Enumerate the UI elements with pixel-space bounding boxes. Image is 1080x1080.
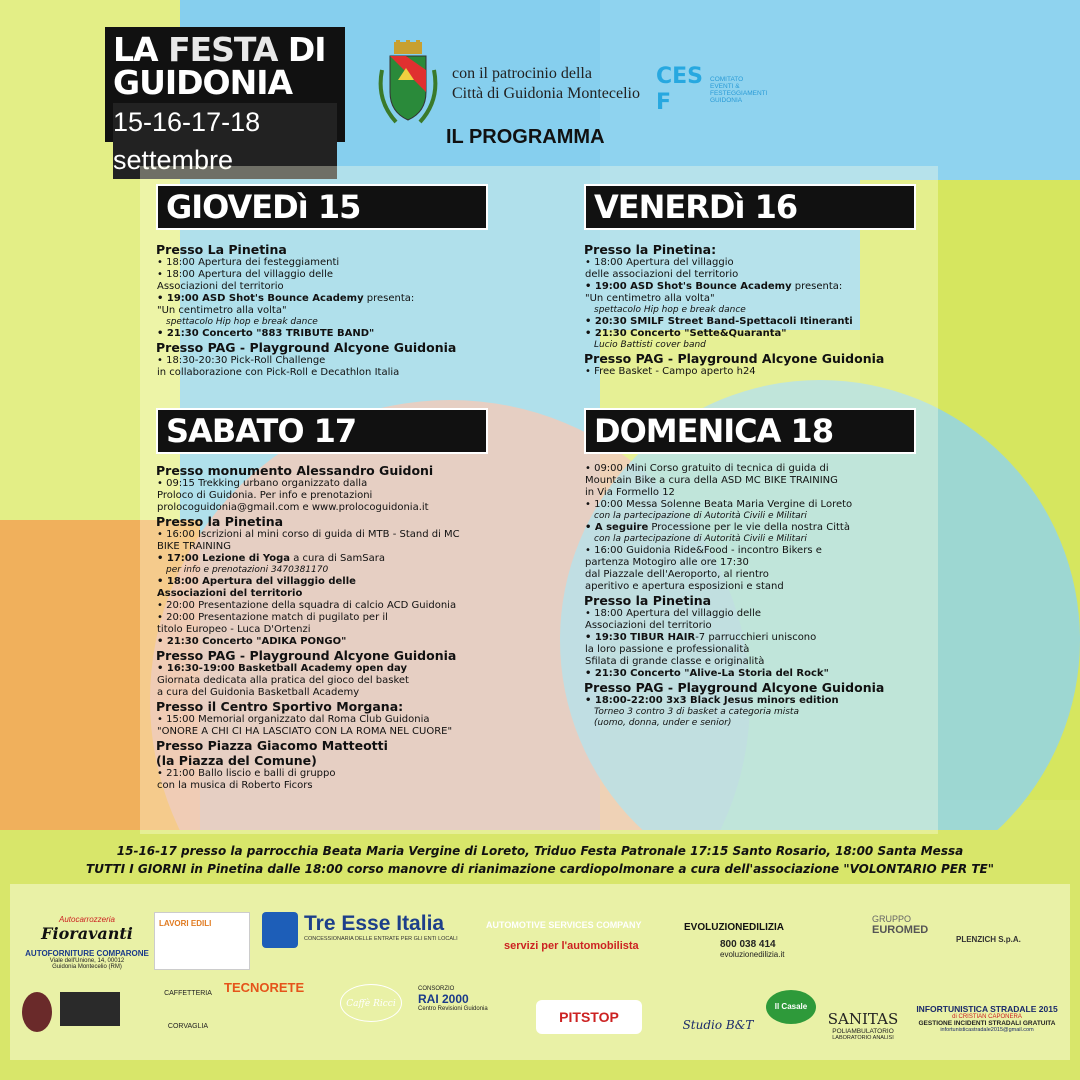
event-note: con la partecipazione di Autorità Civili e Militari: [594, 534, 807, 544]
event-item: • 18:00 Apertura del villaggio: [585, 257, 734, 268]
sponsor-text: Centro Revisioni Guidonia: [418, 1006, 488, 1012]
event-item-cont: la loro passione e professionalità: [585, 644, 750, 655]
event-item-rest: presenta:: [791, 281, 843, 292]
event-item-rest: Processione per le vie della nostra Città: [648, 522, 850, 533]
sponsor-text: infortunisticastradale2015@gmail.com: [940, 1027, 1034, 1033]
section-title: Presso monumento Alessandro Guidoni: [156, 463, 434, 478]
section-title: Presso La Pinetina: [156, 242, 287, 257]
tre-esse-hand-icon: [262, 912, 298, 948]
logo-line-1: [113, 30, 337, 69]
sponsor-text: Guidonia Montecelio (RM): [52, 964, 122, 970]
festival-logo: [105, 27, 345, 175]
sponsor-edili: [154, 912, 250, 970]
event-item: [584, 281, 924, 293]
cesf-line-4: GUIDONIA: [710, 97, 743, 104]
cesf-line-1: COMITATO: [710, 76, 744, 83]
sponsor-text: CAFFETTERIA: [164, 990, 212, 997]
event-item-cont: titolo Europeo - Luca D'Ortenzi: [157, 624, 311, 635]
sponsor-text: RAI 2000: [418, 992, 469, 1006]
sponsor-text: 800 038 414: [720, 939, 776, 950]
sponsor-text: POLIAMBULATORIO: [832, 1028, 894, 1035]
logo-dates: 15-16-17-18 settembre: [113, 103, 337, 179]
event-item-rest: presenta:: [363, 293, 415, 304]
sponsor-infortunistica: [910, 1004, 1064, 1033]
event-item-cont: delle associazioni del territorio: [585, 269, 739, 280]
sponsor-studio-bt: [668, 990, 768, 1032]
event-item-cont: Mountain Bike a cura della ASD MC BIKE TRAINING: [585, 475, 838, 486]
event-item: • 10:00 Messa Solenne Beata Maria Vergine di Loreto: [585, 499, 853, 510]
sponsor-pitstop: [536, 1000, 642, 1034]
event-item: • 20:00 Presentazione match di pugilato per il: [157, 612, 388, 623]
sponsor-fioravanti: [22, 915, 152, 970]
sponsor-text: GRUPPO: [872, 914, 912, 924]
sponsor-tre-esse: [262, 912, 472, 942]
event-note: Lucio Battisti cover band: [594, 340, 706, 350]
sponsor-text: Tre Esse Italia: [304, 912, 445, 935]
event-item-rest: -7 parrucchieri uniscono: [695, 632, 817, 643]
section-title: Presso PAG - Playground Alcyone Guidonia: [156, 648, 457, 663]
event-note: Torneo 3 contro 3 di basket a categoria mista: [594, 707, 799, 717]
sponsor-text: LAVORI EDILI: [159, 919, 212, 928]
event-item: • 20:30 SMILF Street Band-Spettacoli Itineranti: [585, 316, 853, 327]
event-item: • 18:00 Apertura del villaggio delle: [157, 576, 356, 587]
event-note: per info e prenotazioni 3470381170: [166, 565, 329, 575]
saturday-schedule: [156, 463, 501, 792]
day-header-thursday: GIOVEDì 15: [156, 184, 488, 230]
event-item: • 21:00 Ballo liscio e balli di gruppo: [157, 768, 336, 779]
program-title: IL PROGRAMMA: [446, 126, 605, 148]
sponsor-text: LABORATORIO ANALISI: [832, 1035, 894, 1041]
event-item: [156, 293, 486, 305]
event-item: • 21:30 Concerto "ADIKA PONGO": [157, 636, 347, 647]
cesf-line-3: FESTEGGIAMENTI: [710, 90, 768, 97]
event-item: • 18:00 Apertura dei festeggiamenti: [157, 257, 340, 268]
sponsor-text: Autocarrozzeria: [58, 915, 116, 924]
sunday-schedule: [584, 463, 929, 729]
event-item-cont: con la musica di Roberto Ficors: [157, 780, 313, 791]
event-note: con la partecipazione di Autorità Civili e Militari: [594, 511, 807, 521]
day-header-sunday: DOMENICA 18: [584, 408, 916, 454]
sponsor-text: Viale dell'Unione, 14, 00012: [49, 958, 125, 964]
event-item: • 16:00 Guidonia Ride&Food - incontro Bikers e: [585, 545, 822, 556]
sponsor-text: PLENZICH S.p.A.: [956, 935, 1021, 944]
event-item: • 15:00 Memorial organizzato dal Roma Club Guidonia: [157, 714, 430, 725]
event-item-cont: "Un centimetro alla volta": [585, 293, 715, 304]
section-title: Presso il Centro Sportivo Morgana:: [156, 699, 404, 714]
event-item-bold: • 19:30 TIBUR HAIR: [585, 632, 696, 643]
sponsor-text: TECNORETE: [224, 980, 305, 995]
sponsor-text: EUROMED: [872, 924, 929, 936]
event-item-cont: Sfilata di grande classe e originalità: [585, 656, 765, 667]
thursday-schedule: [156, 242, 486, 379]
sponsor-evoluzione: [684, 922, 834, 959]
event-item-cont: aperitivo e apertura esposizioni e stand: [585, 581, 784, 592]
event-item: • 09:00 Mini Corso gratuito di tecnica di guida di: [585, 463, 829, 474]
sponsor-plenzich: [956, 935, 1056, 944]
event-note: spettacolo Hip hop e break dance: [166, 317, 318, 327]
sponsor-corvaglia: [158, 990, 218, 1030]
sponsor-text: Caffè Ricci: [346, 999, 396, 1009]
event-item-bold: • 19:00 ASD Shot's Bounce Academy: [585, 281, 792, 292]
dark-logo-icon: [60, 992, 120, 1026]
event-item-cont: Associazioni del territorio: [157, 281, 284, 292]
sponsor-text: evoluzionedilizia.it: [720, 950, 785, 959]
event-item-cont: "ONORE A CHI CI HA LASCIATO CON LA ROMA NEL CUORE": [157, 726, 453, 737]
event-item: • 21:30 Concerto "Alive-La Storia del Rock": [585, 668, 829, 679]
skull-logo-icon: [22, 992, 52, 1032]
section-title: Presso PAG - Playground Alcyone Guidonia: [584, 351, 885, 366]
sponsor-text: PITSTOP: [559, 1009, 619, 1025]
patronage-line-1: con il patrocinio della: [452, 65, 592, 82]
event-item-cont: a cura del Guidonia Basketball Academy: [157, 687, 360, 698]
sponsor-text: AUTOMOTIVE SERVICES COMPANY: [486, 920, 642, 930]
sponsor-text: INFORTUNISTICA STRADALE 2015: [916, 1004, 1058, 1014]
section-title: Presso PAG - Playground Alcyone Guidonia: [584, 680, 885, 695]
logo-festa: FESTA: [168, 30, 278, 69]
event-item: [584, 632, 929, 644]
section-title: (la Piazza del Comune): [156, 753, 317, 768]
footer-line-2: TUTTI I GIORNI in Pinetina dalle 18:00 corso manovre di rianimazione cardiopolmonare a cura dell'associazione "VOLONTARIO PER TE": [86, 862, 994, 876]
event-item: • 21:30 Concerto "Sette&Quaranta": [585, 328, 787, 339]
event-item: • 09:15 Trekking urbano organizzato dalla: [157, 478, 368, 489]
event-item: [584, 522, 929, 534]
sponsor-text: CONCESSIONARIA DELLE ENTRATE PER GLI ENTI LOCALI: [304, 936, 458, 942]
event-item: • 18:00 Apertura del villaggio delle: [585, 608, 762, 619]
sponsor-text: servizi per l'automobilista: [504, 940, 639, 952]
event-item: • 20:00 Presentazione della squadra di calcio ACD Guidonia: [157, 600, 457, 611]
cesf-line-2: EVENTI &: [710, 83, 740, 90]
sponsor-sanitas: [818, 1010, 908, 1041]
event-item-bold: • 17:00 Lezione di Yoga: [157, 553, 291, 564]
day-header-friday: VENERDì 16: [584, 184, 916, 230]
logo-di: DI: [277, 30, 326, 69]
sponsor-text: AUTOFORNITURE COMPARONE: [25, 949, 149, 958]
event-item-cont: partenza Motogiro alle ore 17:30: [585, 557, 749, 568]
sponsor-text: di CRISTIAN CAPONERA: [952, 1014, 1022, 1020]
logo-line-2: GUIDONIA: [113, 63, 293, 102]
event-item-cont: dal Piazzale dell'Aeroporto, al rientro: [585, 569, 769, 580]
event-item: • 18:00-22:00 3x3 Black Jesus minors edition: [585, 695, 839, 706]
section-title: Presso la Pinetina: [584, 593, 712, 608]
city-crest-icon: [376, 40, 440, 130]
event-item: • 16:30-19:00 Basketball Academy open day: [157, 663, 407, 674]
event-item-cont: BIKE TRAINING: [157, 541, 231, 552]
event-item: • 18:30-20:30 Pick-Roll Challenge: [157, 355, 326, 366]
event-item-cont: Associazioni del territorio: [157, 588, 303, 599]
footer-line-1: 15-16-17 presso la parrocchia Beata Maria Vergine di Loreto, Triduo Festa Patronale 17:15 Santo Rosario, 18:00 Santa Messa: [116, 844, 964, 858]
event-item-cont: Associazioni del territorio: [585, 620, 712, 631]
event-item-cont: in Via Formello 12: [585, 487, 675, 498]
event-item-bold: • 19:00 ASD Shot's Bounce Academy: [157, 293, 364, 304]
sponsor-il-casale: [766, 990, 816, 1024]
day-header-saturday: SABATO 17: [156, 408, 488, 454]
event-item: • 21:30 Concerto "883 TRIBUTE BAND": [157, 328, 375, 339]
sponsor-tecnorete: [224, 980, 328, 995]
sponsor-caffe-ricci: [340, 984, 402, 1022]
logo-la: LA: [113, 30, 169, 69]
event-item: [156, 553, 501, 565]
event-note: spettacolo Hip hop e break dance: [594, 305, 746, 315]
sponsor-text: Fioravanti: [41, 924, 133, 943]
sponsor-euromed: [850, 914, 930, 936]
section-title: Presso PAG - Playground Alcyone Guidonia: [156, 340, 457, 355]
sponsor-text: Il Casale: [774, 1002, 808, 1011]
section-title: Presso la Pinetina:: [584, 242, 717, 257]
event-item-cont: Giornata dedicata alla pratica del gioco del basket: [157, 675, 409, 686]
sponsor-text: CORVAGLIA: [167, 1023, 209, 1030]
cesf-logo: [656, 64, 766, 120]
event-item-cont: Proloco di Guidonia. Per info e prenotazioni: [157, 490, 373, 501]
event-item-bold: • A seguire: [585, 522, 649, 533]
sponsor-rai2000: [418, 986, 528, 1012]
event-item-cont: "Un centimetro alla volta": [157, 305, 287, 316]
section-title: Presso la Pinetina: [156, 514, 284, 529]
sponsor-text: EVOLUZIONEDILIZIA: [684, 922, 784, 933]
section-title: Presso Piazza Giacomo Matteotti: [156, 738, 388, 753]
patronage-line-2: Città di Guidonia Montecelio: [452, 85, 640, 102]
sponsor-text: SANITAS: [827, 1010, 899, 1028]
event-item-cont: prolocoguidonia@gmail.com e www.prolocoguidonia.it: [157, 502, 429, 513]
event-item: • 18:00 Apertura del villaggio delle: [157, 269, 334, 280]
sponsor-text: GESTIONE INCIDENTI STRADALI GRATUITA: [918, 1020, 1056, 1027]
sponsor-text: CONSORZIO: [418, 986, 455, 992]
event-item-cont: in collaborazione con Pick-Roll e Decathlon Italia: [157, 367, 400, 378]
event-item: • Free Basket - Campo aperto h24: [585, 366, 756, 377]
cesf-acronym: CESF: [656, 64, 704, 115]
sponsor-text: Studio B&T: [682, 1018, 754, 1032]
friday-schedule: [584, 242, 924, 378]
patronage-text: [452, 64, 640, 104]
event-note: (uomo, donna, under e senior): [594, 718, 732, 728]
sponsor-automotive: [486, 920, 672, 952]
event-item: • 16:00 Iscrizioni al mini corso di guida di MTB - Stand di MC: [157, 529, 460, 540]
event-item-rest: a cura di SamSara: [290, 553, 385, 564]
